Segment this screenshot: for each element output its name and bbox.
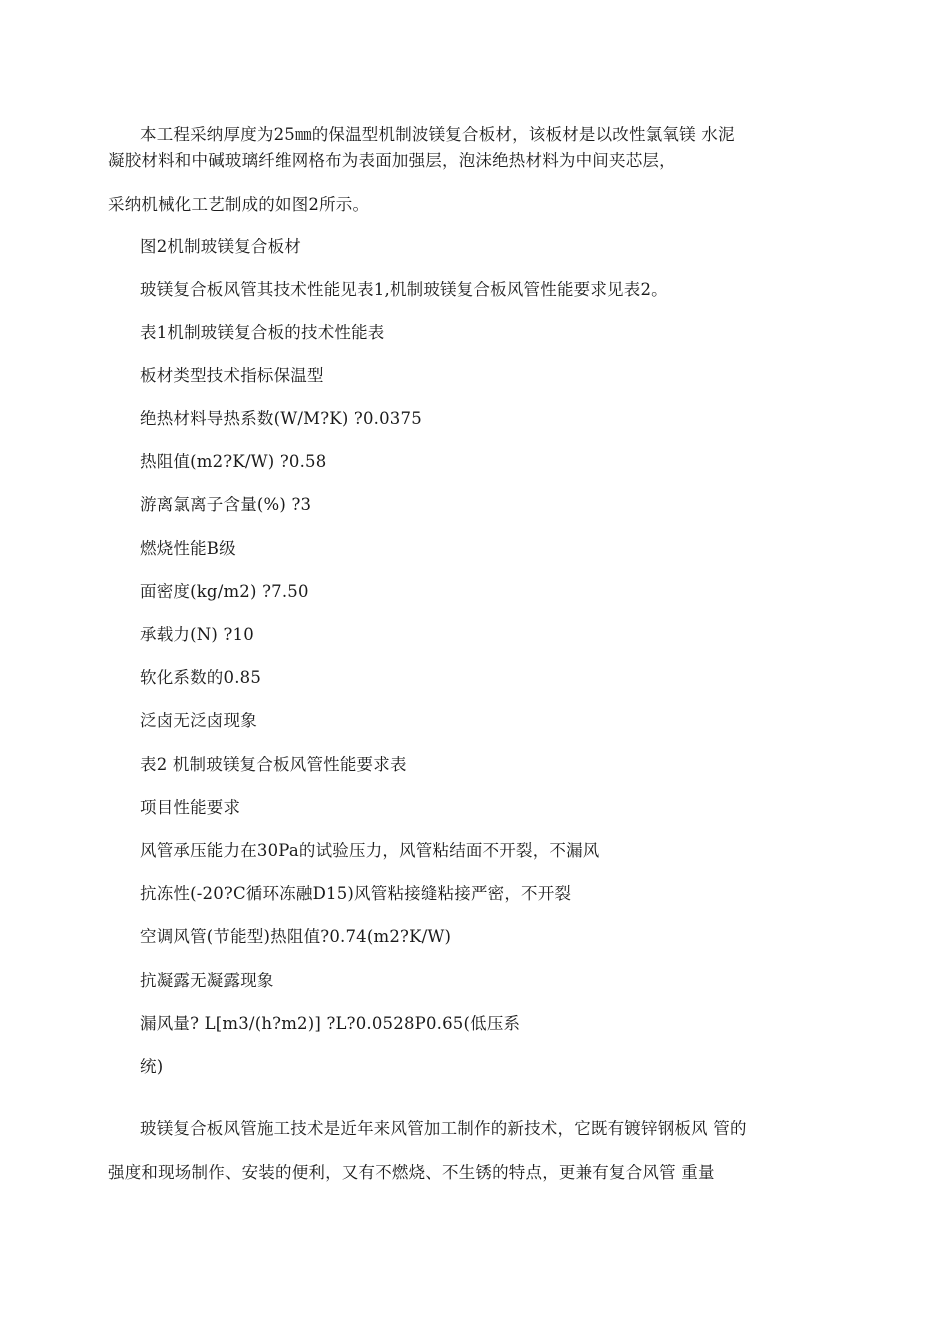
- table2-title: 表2 机制玻镁复合板风管性能要求表: [140, 755, 407, 774]
- table2-row: 风管承压能力在30Pa的试验压力，风管粘结面不开裂，不漏风: [140, 841, 600, 860]
- table2-row: 抗凝露无凝露现象: [140, 971, 274, 990]
- table1-row: 绝热材料导热系数(W/M?K) ?0.0375: [140, 409, 422, 428]
- table2-header: 项目性能要求: [140, 798, 241, 817]
- table1-row: 面密度(kg/m2) ?7.50: [140, 582, 309, 601]
- performance-reference: 玻镁复合板风管其技术性能见表1,机制玻镁复合板风管性能要求见表2。: [140, 280, 668, 299]
- table1-header: 板材类型技术指标保温型: [140, 366, 324, 385]
- table1-row: 软化系数的0.85: [140, 668, 262, 687]
- figure-caption: 图2机制玻镁复合板材: [140, 237, 301, 256]
- table1-row: 承载力(N) ?10: [140, 625, 254, 644]
- table1-row: 燃烧性能B级: [140, 539, 236, 558]
- table1-row: 游离氯离子含量(%) ?3: [140, 495, 312, 514]
- table2-row: 统): [140, 1057, 164, 1076]
- table1-row: 热阻值(m2?K/W) ?0.58: [140, 452, 327, 471]
- closing-paragraph-line-1: 玻镁复合板风管施工技术是近年来风管加工制作的新技术，它既有镀锌钢板风 管的: [140, 1119, 747, 1138]
- intro-paragraph-line-2: 凝胶材料和中碱玻璃纤维网格布为表面加强层，泡沫绝热材料为中间夹芯层，: [108, 151, 676, 170]
- table2-row: 空调风管(节能型)热阻值?0.74(m2?K/W): [140, 927, 452, 946]
- table1-title: 表1机制玻镁复合板的技术性能表: [140, 323, 385, 342]
- closing-paragraph-line-2: 强度和现场制作、安装的便利，又有不燃烧、不生锈的特点，更兼有复合风管 重量: [108, 1163, 715, 1182]
- intro-paragraph-line-3: 采纳机械化工艺制成的如图2所示。: [108, 195, 370, 214]
- intro-paragraph-line-1: 本工程采纳厚度为25㎜的保温型机制波镁复合板材，该板材是以改性氯氧镁 水泥: [140, 125, 735, 144]
- table2-row: 抗冻性(-20?C循环冻融D15)风管粘接缝粘接严密，不开裂: [140, 884, 572, 903]
- table2-row: 漏风量? L[m3/(h?m2)] ?L?0.0528P0.65(低压系: [140, 1014, 521, 1033]
- table1-row: 泛卤无泛卤现象: [140, 711, 257, 730]
